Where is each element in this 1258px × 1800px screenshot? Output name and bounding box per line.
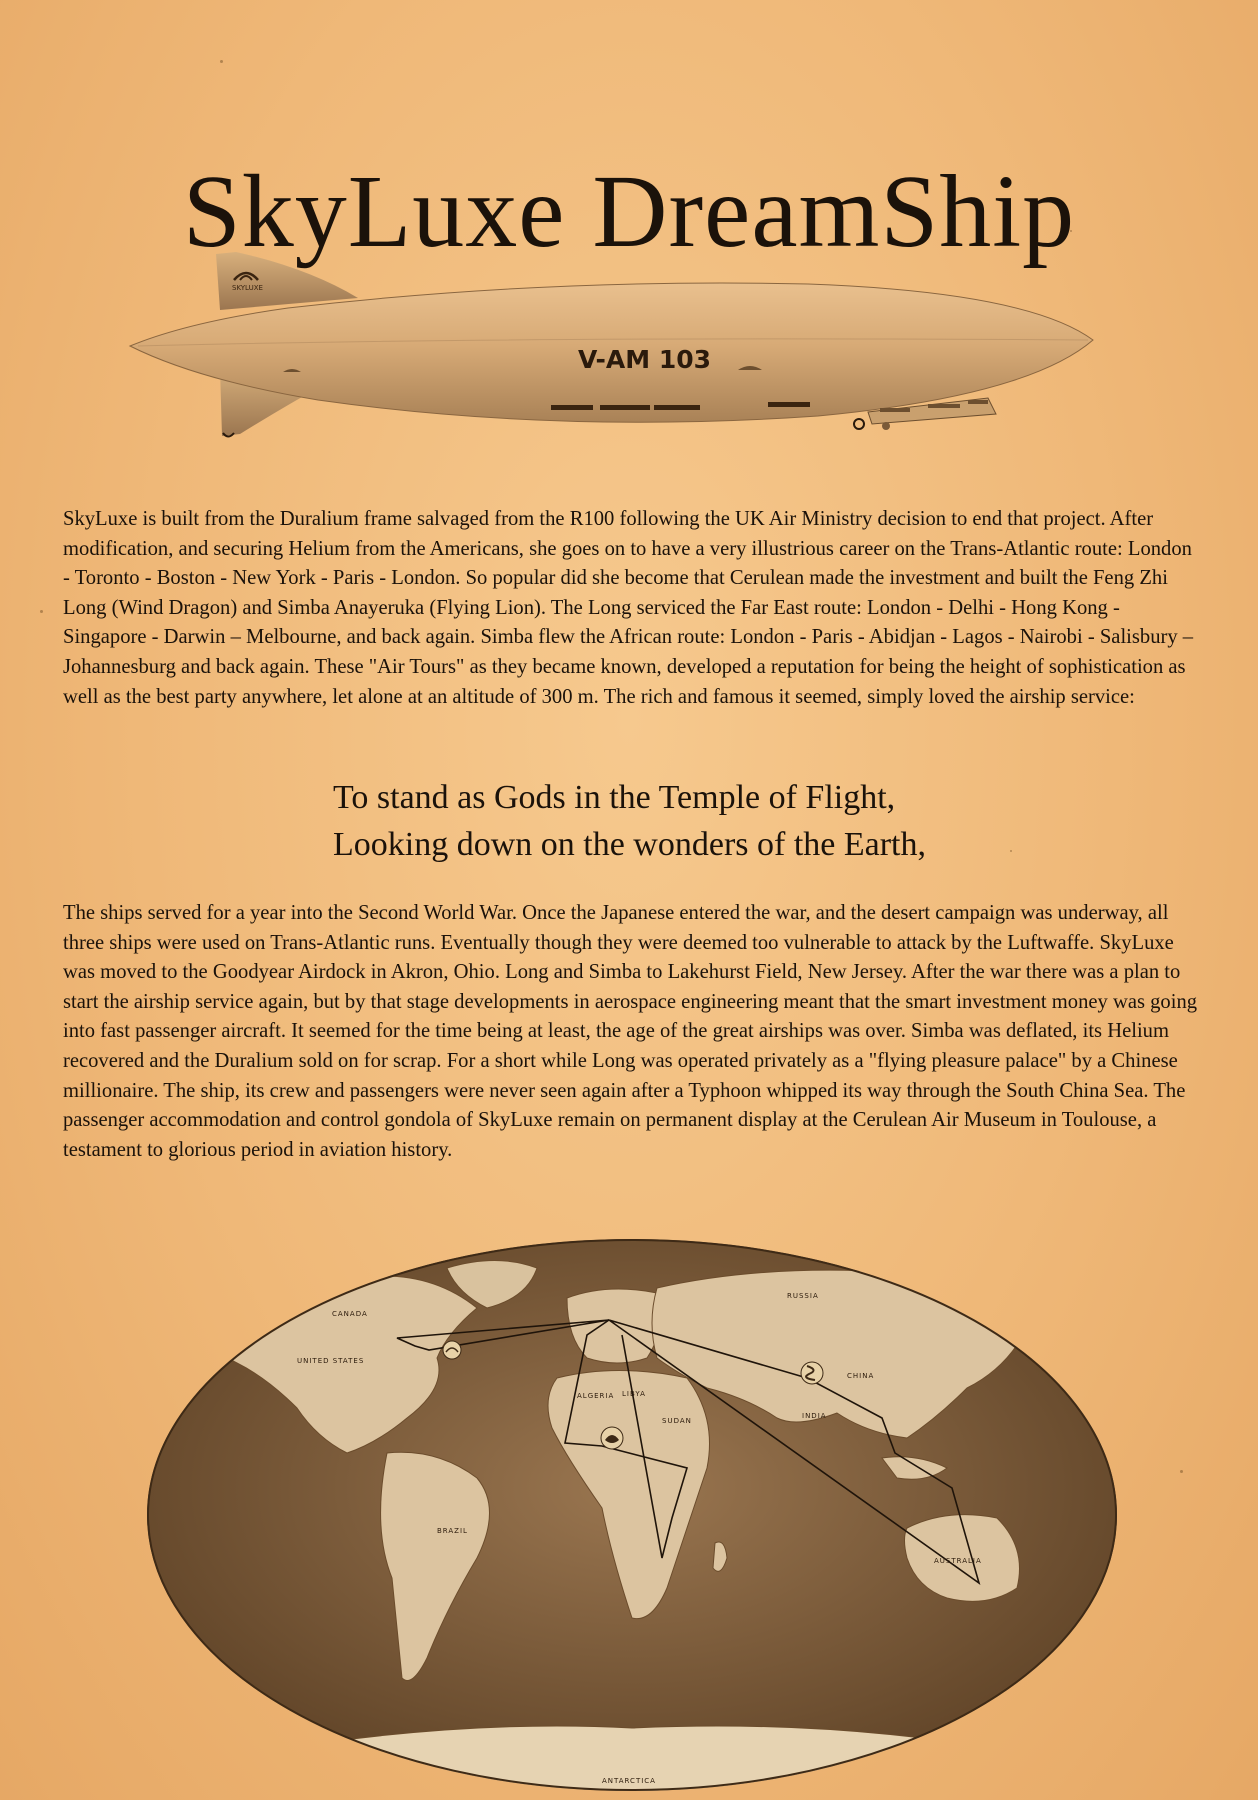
airship-registration: V-AM 103 — [578, 345, 712, 374]
history-paragraph-1: SkyLuxe is built from the Duralium frame salvaged from the R100 following the UK Air Ministry decision to end that project. After modification, and securing Helium from the Americans, she goes on to have a very illustrious career on the Trans-Atlantic route: London - Toronto - Boston - New York - Paris - London. So popular did she become that Cerulean made the investment and built the Feng Zhi Long (Wind Dragon) and Simba Anayeruka (Flying Lion). The Long serviced the Far East route: London - Delhi - Hong Kong - Singapore - Darwin – Melbourne, and back again. Simba flew the African route: London - Paris - Abidjan - Lagos - Nairobi - Salisbury – Johannesburg and back again. These "Air Tours" as they became known, developed a reputation for being the height of sophistication as well as the best party anywhere, let alone at an altitude of 300 m. The rich and famous it seemed, simply loved the airship service: — [63, 508, 1194, 708]
map-label-united-states: UNITED STATES — [297, 1357, 365, 1365]
dragon-map-emblem — [801, 1362, 823, 1384]
paper-speck — [40, 610, 43, 613]
tail-marking: SKYLUXE — [232, 284, 263, 292]
airship-illustration — [128, 248, 1128, 448]
map-label-antarctica: ANTARCTICA — [602, 1777, 656, 1785]
page-title: SkyLuxe DreamShip — [182, 153, 1076, 269]
lion-map-emblem — [601, 1427, 623, 1449]
upper-tail-fin — [216, 252, 358, 310]
map-label-libya: LIBYA — [622, 1390, 646, 1398]
map-label-sudan: SUDAN — [662, 1417, 692, 1425]
verse-line: Looking down on the wonders of the Earth, — [333, 826, 926, 863]
map-label-russia: RUSSIA — [787, 1292, 819, 1300]
paper-speck — [220, 60, 223, 63]
map-label-brazil: BRAZIL — [437, 1527, 468, 1535]
verse-line: To stand as Gods in the Temple of Flight, — [333, 779, 896, 816]
paper-speck — [1180, 1470, 1183, 1473]
map-label-china: CHINA — [847, 1372, 875, 1380]
skyluxe-map-emblem — [443, 1341, 461, 1359]
world-route-map — [147, 1238, 1117, 1793]
verse-quote — [333, 774, 1133, 868]
map-label-australia: AUSTRALIA — [934, 1557, 982, 1565]
map-label-canada: CANADA — [332, 1310, 368, 1318]
map-label-algeria: ALGERIA — [577, 1392, 615, 1400]
map-label-india: INDIA — [802, 1412, 827, 1420]
history-paragraph-2: The ships served for a year into the Second World War. Once the Japanese entered the war, and the desert campaign was underway, all three ships were used on Trans-Atlantic runs. Eventually though they were deemed too vulnerable to attack by the Luftwaffe. SkyLuxe was moved to the Goodyear Airdock in Akron, Ohio. Long and Simba to Lakehurst Field, New Jersey. After the war there was a plan to start the airship service again, but by that stage developments in aerospace engineering meant that the smart investment money was going into fast passenger aircraft. It seemed for the time being at least, the age of the great airships was over. Simba was deflated, its Helium recovered and the Duralium sold on for scrap. For a short while Long was operated privately as a "flying pleasure palace" by a Chinese millionaire. The ship, its crew and passengers were never seen again after a Typhoon whipped its way through the South China Sea. The passenger accommodation and control gondola of SkyLuxe remain on permanent display at the Cerulean Air Museum in Toulouse, a testament to glorious period in aviation history. — [63, 902, 1198, 1161]
